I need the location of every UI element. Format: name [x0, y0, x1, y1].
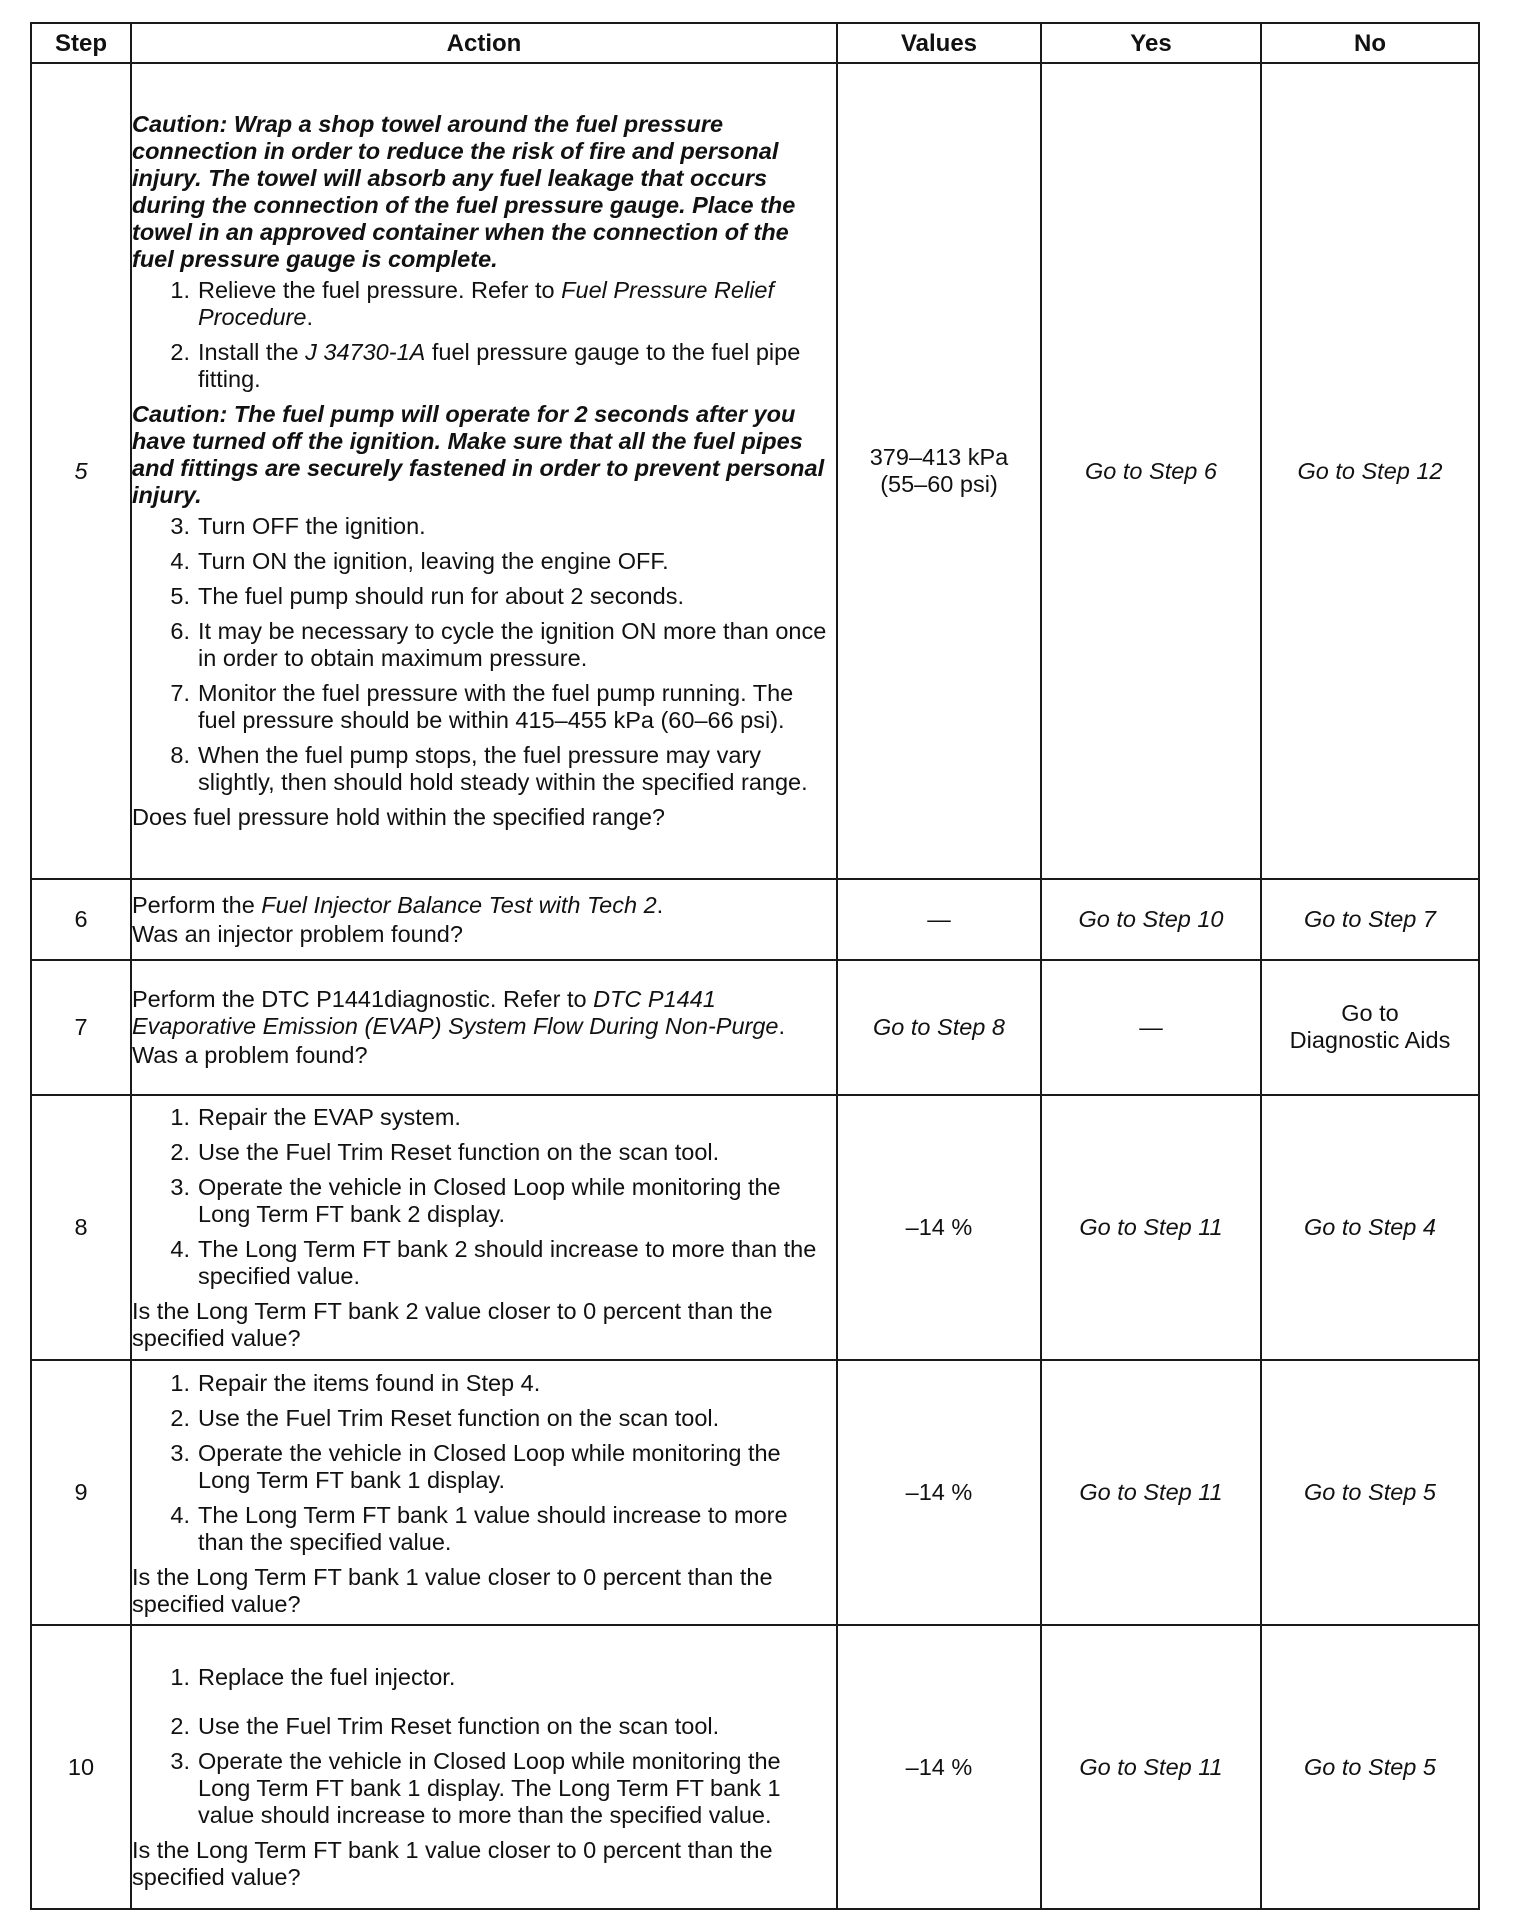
- action-cell: [131, 1360, 837, 1625]
- procedure-list: [132, 1664, 836, 1829]
- list-item: [132, 1139, 836, 1166]
- item-text: Relieve the fuel pressure. Refer to: [198, 277, 562, 304]
- list-item: [132, 548, 836, 575]
- caution-text: Caution: The fuel pump will operate for 2 seconds after you have turned off the ignition. Make sure that all the fuel pipes and fittings are securely fastened in order to prevent personal injury.: [132, 401, 825, 509]
- action-cell: [131, 1625, 837, 1909]
- action-line: [132, 892, 836, 919]
- values-cell: –14 %: [837, 1625, 1041, 1909]
- value-line: 379–413 kPa: [869, 444, 1009, 471]
- action-text-end: .: [778, 1012, 786, 1039]
- item-number: 2.: [170, 1139, 190, 1166]
- step-number: 7: [31, 960, 131, 1095]
- item-number: 1.: [170, 1369, 190, 1396]
- action-line: [132, 986, 836, 1040]
- yes-cell: —: [1041, 960, 1261, 1095]
- procedure-list: [132, 1104, 836, 1290]
- list-item: [132, 1713, 836, 1740]
- step-number: 9: [31, 1360, 131, 1625]
- no-link-line: Diagnostic Aids: [1289, 1027, 1451, 1054]
- item-text-end: .: [306, 304, 313, 331]
- item-number: 4.: [170, 548, 190, 575]
- step-number: 8: [31, 1095, 131, 1360]
- question-text: Was a problem found?: [132, 1041, 368, 1068]
- list-item: [132, 1104, 836, 1131]
- value-line: (55–60 psi): [880, 471, 998, 498]
- item-text: Monitor the fuel pressure with the fuel pump running. The fuel pressure should be within 415–455 kPa (60–66 psi).: [198, 680, 794, 734]
- diagnostic-table: [30, 22, 1480, 1910]
- list-item: [132, 1748, 836, 1829]
- item-text: Replace the fuel injector.: [198, 1663, 456, 1690]
- header-row: [31, 23, 1479, 63]
- procedure-list: [132, 277, 836, 393]
- question-text: Was an injector problem found?: [132, 920, 463, 947]
- item-number: 4.: [170, 1501, 190, 1528]
- no-link[interactable]: Go to Step 4: [1261, 1095, 1479, 1360]
- list-item: [132, 742, 836, 796]
- yes-link[interactable]: Go to Step 11: [1041, 1095, 1261, 1360]
- item-number: 2.: [170, 1712, 190, 1739]
- list-item: [132, 1174, 836, 1228]
- list-item: [132, 680, 836, 734]
- header-values: Values: [837, 23, 1041, 63]
- list-item: [132, 618, 836, 672]
- item-text: Use the Fuel Trim Reset function on the scan tool.: [198, 1404, 720, 1431]
- item-text-end: fuel pressure gauge to the fuel pipe fitting.: [198, 339, 801, 393]
- item-text: Use the Fuel Trim Reset function on the scan tool.: [198, 1139, 720, 1166]
- step-number: 10: [31, 1625, 131, 1909]
- list-item: [132, 1502, 836, 1556]
- item-number: 2.: [170, 339, 190, 366]
- list-item: [132, 513, 836, 540]
- no-link-line: Go to: [1341, 1000, 1399, 1027]
- values-cell: –14 %: [837, 1360, 1041, 1625]
- values-cell: —: [837, 879, 1041, 959]
- item-text: When the fuel pump stops, the fuel pressure may vary slightly, then should hold steady within the specified range.: [198, 742, 808, 796]
- action-cell: [131, 1095, 837, 1360]
- item-text: Operate the vehicle in Closed Loop while monitoring the Long Term FT bank 1 display. The Long Term FT bank 1 value should increase to more than the specified value.: [198, 1747, 781, 1828]
- action-text-end: .: [656, 891, 664, 918]
- item-text: Install the: [198, 339, 306, 366]
- item-number: 3.: [170, 513, 190, 540]
- table-row: [31, 960, 1479, 1095]
- procedure-list: [132, 1370, 836, 1556]
- no-link[interactable]: Go to Step 5: [1261, 1625, 1479, 1909]
- item-number: 4.: [170, 1236, 190, 1263]
- header-yes: Yes: [1041, 23, 1261, 63]
- no-link[interactable]: [1261, 960, 1479, 1095]
- no-link[interactable]: Go to Step 7: [1261, 879, 1479, 959]
- question-text: Is the Long Term FT bank 2 value closer to 0 percent than the specified value?: [132, 1298, 773, 1352]
- item-number: 7.: [170, 680, 190, 707]
- item-number: 3.: [170, 1747, 190, 1774]
- reference-link[interactable]: Fuel Pressure Relief Procedure: [198, 277, 775, 331]
- step-number: 5: [31, 63, 131, 879]
- header-no: No: [1261, 23, 1479, 63]
- table-row: [31, 879, 1479, 959]
- list-item: [132, 277, 836, 331]
- item-text: It may be necessary to cycle the ignition ON more than once in order to obtain maximum pressure.: [198, 618, 827, 672]
- question-text: Does fuel pressure hold within the specified range?: [132, 804, 665, 831]
- caution-text: Caution: Wrap a shop towel around the fuel pressure connection in order to reduce the risk of fire and personal injury. The towel will absorb any fuel leakage that occurs during the connection of the fuel pressure gauge. Place the towel in an approved container when the connection of the fuel pressure gauge is complete.: [132, 111, 796, 273]
- action-cell: [131, 879, 837, 959]
- list-item: [132, 1440, 836, 1494]
- action-text: Perform the DTC P1441diagnostic. Refer to: [132, 985, 594, 1012]
- item-number: 3.: [170, 1174, 190, 1201]
- item-number: 1.: [170, 277, 190, 304]
- item-number: 5.: [170, 583, 190, 610]
- item-number: 1.: [170, 1104, 190, 1131]
- table-row: [31, 1095, 1479, 1360]
- item-text: Operate the vehicle in Closed Loop while monitoring the Long Term FT bank 2 display.: [198, 1174, 781, 1228]
- yes-link[interactable]: Go to Step 6: [1041, 63, 1261, 879]
- table-row: [31, 1360, 1479, 1625]
- item-text: The fuel pump should run for about 2 seconds.: [198, 583, 684, 610]
- no-link[interactable]: Go to Step 12: [1261, 63, 1479, 879]
- item-text: Repair the items found in Step 4.: [198, 1369, 541, 1396]
- values-cell: –14 %: [837, 1095, 1041, 1360]
- item-text: Operate the vehicle in Closed Loop while monitoring the Long Term FT bank 1 display.: [198, 1439, 781, 1493]
- item-number: 1.: [170, 1663, 190, 1690]
- item-text: Use the Fuel Trim Reset function on the scan tool.: [198, 1712, 720, 1739]
- reference-link[interactable]: DTC P1441 Evaporative Emission (EVAP) System Flow During Non-Purge: [132, 985, 779, 1039]
- action-text: Perform the: [132, 891, 262, 918]
- item-text: Turn OFF the ignition.: [198, 513, 426, 540]
- table-row: [31, 63, 1479, 879]
- list-item: [132, 583, 836, 610]
- step-number: 6: [31, 879, 131, 959]
- list-item: [132, 1405, 836, 1432]
- yes-link[interactable]: Go to Step 10: [1041, 879, 1261, 959]
- list-item: [132, 1236, 836, 1290]
- list-item: [132, 339, 836, 393]
- item-number: 2.: [170, 1404, 190, 1431]
- table-row: [31, 1625, 1479, 1909]
- procedure-list: [132, 513, 836, 796]
- tool-reference: J 34730-1A: [305, 339, 426, 366]
- action-cell: [131, 960, 837, 1095]
- item-number: 3.: [170, 1439, 190, 1466]
- item-text: The Long Term FT bank 2 should increase to more than the specified value.: [198, 1236, 817, 1290]
- values-cell: [837, 63, 1041, 879]
- values-link[interactable]: Go to Step 8: [837, 960, 1041, 1095]
- item-number: 8.: [170, 742, 190, 769]
- list-item: [132, 1370, 836, 1397]
- item-text: The Long Term FT bank 1 value should increase to more than the specified value.: [198, 1501, 788, 1555]
- item-text: Repair the EVAP system.: [198, 1104, 461, 1131]
- question-text: Is the Long Term FT bank 1 value closer to 0 percent than the specified value?: [132, 1836, 773, 1890]
- yes-link[interactable]: Go to Step 11: [1041, 1625, 1261, 1909]
- reference-link[interactable]: Fuel Injector Balance Test with Tech 2: [261, 891, 657, 918]
- item-text: Turn ON the ignition, leaving the engine OFF.: [198, 548, 669, 575]
- list-item: [132, 1664, 836, 1691]
- header-step: Step: [31, 23, 131, 63]
- item-number: 6.: [170, 618, 190, 645]
- yes-link[interactable]: Go to Step 11: [1041, 1360, 1261, 1625]
- action-cell: [131, 63, 837, 879]
- no-link[interactable]: Go to Step 5: [1261, 1360, 1479, 1625]
- question-text: Is the Long Term FT bank 1 value closer to 0 percent than the specified value?: [132, 1563, 773, 1617]
- header-action: Action: [131, 23, 837, 63]
